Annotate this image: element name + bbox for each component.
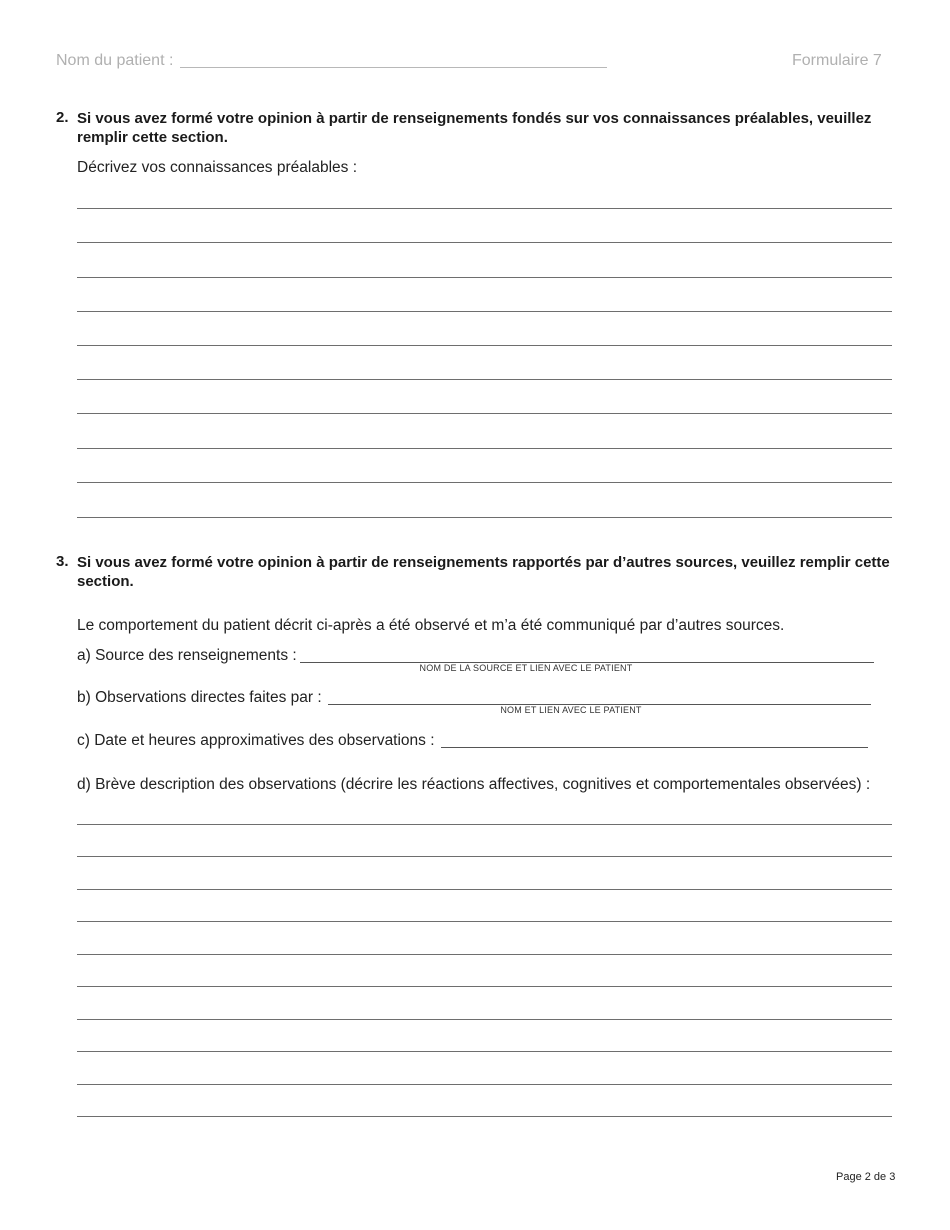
- date-field[interactable]: [441, 747, 868, 748]
- answer-line[interactable]: [77, 1019, 892, 1020]
- source-label: a) Source des renseignements :: [77, 647, 297, 664]
- observer-caption: NOM ET LIEN AVEC LE PATIENT: [500, 705, 642, 715]
- description-label: d) Brève description des observations (décrire les réactions affectives, cognitives et comportementales observées) :: [77, 776, 871, 793]
- answer-line[interactable]: [77, 345, 892, 346]
- answer-line[interactable]: [77, 824, 892, 825]
- answer-line[interactable]: [77, 379, 892, 380]
- section-3-intro: Le comportement du patient décrit ci-après a été observé et m’a été communiqué par d’autres sources.: [77, 617, 785, 634]
- page-number: Page 2 de 3: [836, 1171, 896, 1183]
- answer-line[interactable]: [77, 986, 892, 987]
- section-2-title: Si vous avez formé votre opinion à partir de renseignements fondés sur vos connaissances préalables, veuillez remplir cette section.: [77, 110, 872, 146]
- form-number-label: Formulaire 7: [792, 52, 882, 69]
- answer-line[interactable]: [77, 242, 892, 243]
- answer-line[interactable]: [77, 517, 892, 518]
- patient-name-label: Nom du patient :: [56, 52, 174, 69]
- answer-line[interactable]: [77, 277, 892, 278]
- answer-line[interactable]: [77, 482, 892, 483]
- answer-line[interactable]: [77, 413, 892, 414]
- answer-line[interactable]: [77, 448, 892, 449]
- patient-name-field[interactable]: [180, 67, 607, 68]
- section-2-prompt: Décrivez vos connaissances préalables :: [77, 159, 357, 176]
- answer-line[interactable]: [77, 1116, 892, 1117]
- answer-line[interactable]: [77, 311, 892, 312]
- answer-line[interactable]: [77, 1051, 892, 1052]
- source-caption: NOM DE LA SOURCE ET LIEN AVEC LE PATIENT: [419, 663, 633, 673]
- date-label: c) Date et heures approximatives des observations :: [77, 732, 435, 749]
- section-3-number: 3.: [56, 553, 69, 570]
- observer-label: b) Observations directes faites par :: [77, 689, 322, 706]
- answer-line[interactable]: [77, 856, 892, 857]
- answer-line[interactable]: [77, 208, 892, 209]
- answer-line[interactable]: [77, 1084, 892, 1085]
- section-2-number: 2.: [56, 109, 69, 126]
- answer-line[interactable]: [77, 921, 892, 922]
- answer-line[interactable]: [77, 889, 892, 890]
- section-3-title: Si vous avez formé votre opinion à partir de renseignements rapportés par d’autres sources, veuillez remplir cette section.: [77, 554, 890, 590]
- answer-line[interactable]: [77, 954, 892, 955]
